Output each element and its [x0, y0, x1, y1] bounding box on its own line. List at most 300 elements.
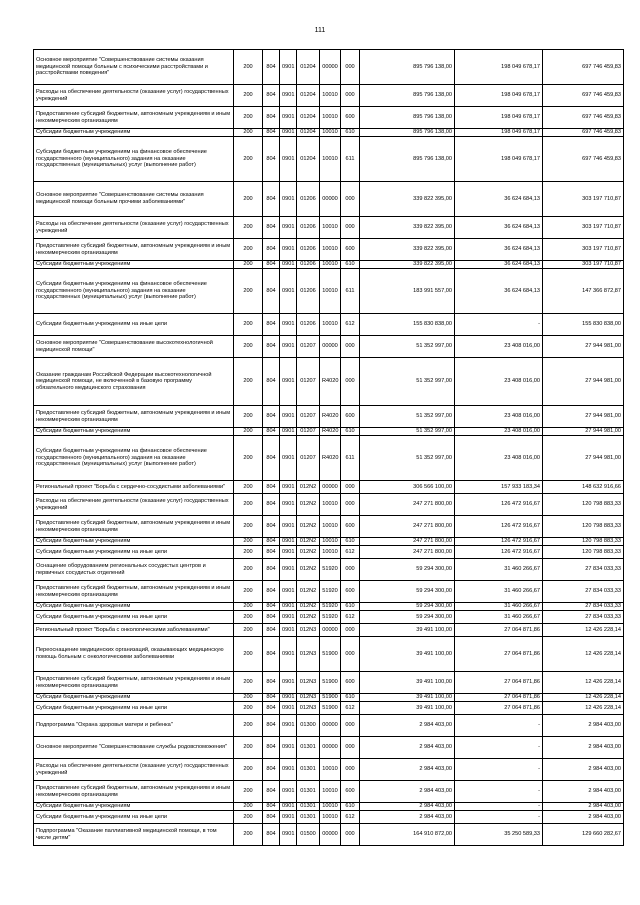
program-code: 012N2	[297, 516, 320, 538]
expense-type-code: 600	[341, 239, 360, 261]
row-name: Предоставление субсидий бюджетным, автономным учреждениям и иным некоммерческим организациям	[34, 239, 234, 261]
admin-code: 200	[234, 624, 263, 637]
amount-approved: 39 491 100,00	[360, 672, 455, 694]
amount-executed: 126 472 916,67	[455, 538, 543, 546]
amount-remaining: 27 944 981,00	[543, 336, 624, 358]
table-row	[34, 581, 624, 603]
section-code: 804	[263, 494, 280, 516]
direction-code: R4020	[320, 428, 341, 436]
expense-type-code: 610	[341, 538, 360, 546]
amount-executed: 126 472 916,67	[455, 546, 543, 559]
amount-approved: 39 491 100,00	[360, 624, 455, 637]
amount-approved: 51 352 997,00	[360, 336, 455, 358]
admin-code: 200	[234, 137, 263, 182]
row-name: Переоснащение медицинских организаций, оказывающих медицинскую помощь больным с онкологическими заболеваниями	[34, 637, 234, 672]
amount-approved: 183 991 557,00	[360, 269, 455, 314]
table-row	[34, 50, 624, 85]
amount-remaining: 697 746 459,83	[543, 137, 624, 182]
row-name: Субсидии бюджетным учреждениям на иные цели	[34, 811, 234, 824]
expense-type-code: 000	[341, 85, 360, 107]
row-name: Расходы на обеспечение деятельности (оказание услуг) государственных учреждений	[34, 759, 234, 781]
amount-executed: -	[455, 781, 543, 803]
section-code: 804	[263, 436, 280, 481]
amount-executed: 31 460 266,67	[455, 581, 543, 603]
row-name: Субсидии бюджетным учреждениям на иные цели	[34, 611, 234, 624]
table-row	[34, 85, 624, 107]
admin-code: 200	[234, 811, 263, 824]
admin-code: 200	[234, 358, 263, 406]
amount-approved: 51 352 997,00	[360, 428, 455, 436]
subsection-code: 0901	[280, 261, 297, 269]
section-code: 804	[263, 137, 280, 182]
amount-approved: 895 796 138,00	[360, 129, 455, 137]
row-name: Субсидии бюджетным учреждениям	[34, 261, 234, 269]
subsection-code: 0901	[280, 811, 297, 824]
amount-remaining: 2 984 403,00	[543, 811, 624, 824]
amount-approved: 895 796 138,00	[360, 107, 455, 129]
direction-code: 51920	[320, 603, 341, 611]
amount-executed: 36 624 684,13	[455, 269, 543, 314]
subsection-code: 0901	[280, 702, 297, 715]
amount-approved: 247 271 800,00	[360, 494, 455, 516]
program-code: 01301	[297, 781, 320, 803]
program-code: 012N2	[297, 611, 320, 624]
row-name: Оснащение оборудованием региональных сосудистых центров и первичных сосудистых отделений	[34, 559, 234, 581]
amount-remaining: 27 834 033,33	[543, 559, 624, 581]
row-name: Предоставление субсидий бюджетным, автономным учреждениям и иным некоммерческим организациям	[34, 107, 234, 129]
amount-remaining: 27 944 981,00	[543, 406, 624, 428]
admin-code: 200	[234, 217, 263, 239]
row-name: Предоставление субсидий бюджетным, автономным учреждениям и иным некоммерческим организациям	[34, 672, 234, 694]
direction-code: 51920	[320, 559, 341, 581]
amount-executed: 27 064 871,86	[455, 702, 543, 715]
program-code: 012N2	[297, 494, 320, 516]
subsection-code: 0901	[280, 715, 297, 737]
amount-remaining: 303 197 710,87	[543, 182, 624, 217]
direction-code: 10010	[320, 811, 341, 824]
expense-type-code: 612	[341, 811, 360, 824]
admin-code: 200	[234, 603, 263, 611]
admin-code: 200	[234, 336, 263, 358]
row-name: Предоставление субсидий бюджетным, автономным учреждениям и иным некоммерческим организациям	[34, 581, 234, 603]
program-code: 01204	[297, 129, 320, 137]
program-code: 01204	[297, 137, 320, 182]
section-code: 804	[263, 336, 280, 358]
section-code: 804	[263, 803, 280, 811]
program-code: 01207	[297, 436, 320, 481]
amount-approved: 39 491 100,00	[360, 702, 455, 715]
amount-approved: 2 984 403,00	[360, 737, 455, 759]
amount-executed: -	[455, 715, 543, 737]
expense-type-code: 000	[341, 481, 360, 494]
program-code: 01207	[297, 358, 320, 406]
row-name: Основное мероприятие "Совершенствование системы оказания медицинской помощи больным с психическими расстройствами и расстройствами поведения"	[34, 50, 234, 85]
amount-remaining: 129 660 282,67	[543, 824, 624, 846]
amount-remaining: 697 746 459,83	[543, 129, 624, 137]
program-code: 012N2	[297, 559, 320, 581]
program-code: 01207	[297, 406, 320, 428]
subsection-code: 0901	[280, 538, 297, 546]
amount-remaining: 120 798 883,33	[543, 538, 624, 546]
amount-executed: -	[455, 737, 543, 759]
admin-code: 200	[234, 436, 263, 481]
section-code: 804	[263, 50, 280, 85]
table-row	[34, 637, 624, 672]
subsection-code: 0901	[280, 107, 297, 129]
amount-approved: 339 822 395,00	[360, 261, 455, 269]
expense-type-code: 000	[341, 637, 360, 672]
program-code: 01206	[297, 239, 320, 261]
subsection-code: 0901	[280, 603, 297, 611]
table-row	[34, 715, 624, 737]
table-row	[34, 428, 624, 436]
admin-code: 200	[234, 737, 263, 759]
section-code: 804	[263, 239, 280, 261]
direction-code: 10010	[320, 538, 341, 546]
amount-approved: 895 796 138,00	[360, 85, 455, 107]
admin-code: 200	[234, 546, 263, 559]
direction-code: 51900	[320, 694, 341, 702]
expense-type-code: 000	[341, 624, 360, 637]
admin-code: 200	[234, 494, 263, 516]
expense-type-code: 612	[341, 546, 360, 559]
amount-executed: 198 049 678,17	[455, 85, 543, 107]
section-code: 804	[263, 603, 280, 611]
program-code: 01206	[297, 261, 320, 269]
amount-remaining: 2 984 403,00	[543, 803, 624, 811]
row-name: Субсидии бюджетным учреждениям на иные цели	[34, 702, 234, 715]
subsection-code: 0901	[280, 672, 297, 694]
direction-code: 00000	[320, 481, 341, 494]
section-code: 804	[263, 481, 280, 494]
amount-approved: 155 830 838,00	[360, 314, 455, 336]
subsection-code: 0901	[280, 559, 297, 581]
subsection-code: 0901	[280, 624, 297, 637]
direction-code: 10010	[320, 107, 341, 129]
expense-type-code: 610	[341, 261, 360, 269]
subsection-code: 0901	[280, 494, 297, 516]
row-name: Региональный проект "Борьба с онкологическими заболеваниями"	[34, 624, 234, 637]
amount-approved: 247 271 800,00	[360, 538, 455, 546]
admin-code: 200	[234, 611, 263, 624]
direction-code: 00000	[320, 824, 341, 846]
budget-table	[33, 49, 624, 846]
amount-executed: 198 049 678,17	[455, 107, 543, 129]
amount-remaining: 697 746 459,83	[543, 50, 624, 85]
subsection-code: 0901	[280, 137, 297, 182]
amount-executed: 27 064 871,86	[455, 624, 543, 637]
amount-executed: 27 064 871,86	[455, 672, 543, 694]
admin-code: 200	[234, 803, 263, 811]
amount-remaining: 12 426 228,14	[543, 694, 624, 702]
row-name: Подпрограмма "Охрана здоровья матери и ребенка"	[34, 715, 234, 737]
section-code: 804	[263, 715, 280, 737]
direction-code: 10010	[320, 314, 341, 336]
row-name: Предоставление субсидий бюджетным, автономным учреждениям и иным некоммерческим организациям	[34, 516, 234, 538]
direction-code: 00000	[320, 336, 341, 358]
program-code: 01204	[297, 107, 320, 129]
amount-executed: -	[455, 811, 543, 824]
section-code: 804	[263, 182, 280, 217]
row-name: Расходы на обеспечение деятельности (оказание услуг) государственных учреждений	[34, 217, 234, 239]
program-code: 01207	[297, 428, 320, 436]
amount-remaining: 2 984 403,00	[543, 737, 624, 759]
table-row	[34, 436, 624, 481]
section-code: 804	[263, 107, 280, 129]
subsection-code: 0901	[280, 546, 297, 559]
program-code: 012N2	[297, 581, 320, 603]
program-code: 012N2	[297, 603, 320, 611]
admin-code: 200	[234, 637, 263, 672]
table-row	[34, 559, 624, 581]
direction-code: R4020	[320, 436, 341, 481]
direction-code: 51900	[320, 637, 341, 672]
amount-remaining: 27 944 981,00	[543, 436, 624, 481]
amount-approved: 895 796 138,00	[360, 137, 455, 182]
admin-code: 200	[234, 538, 263, 546]
amount-approved: 247 271 800,00	[360, 516, 455, 538]
direction-code: 10010	[320, 239, 341, 261]
section-code: 804	[263, 781, 280, 803]
direction-code: 10010	[320, 129, 341, 137]
table-row	[34, 702, 624, 715]
subsection-code: 0901	[280, 516, 297, 538]
program-code: 01206	[297, 182, 320, 217]
direction-code: 10010	[320, 516, 341, 538]
amount-approved: 59 294 300,00	[360, 611, 455, 624]
amount-approved: 306 566 100,00	[360, 481, 455, 494]
amount-remaining: 303 197 710,87	[543, 239, 624, 261]
program-code: 01207	[297, 336, 320, 358]
amount-remaining: 697 746 459,83	[543, 107, 624, 129]
amount-approved: 51 352 997,00	[360, 358, 455, 406]
table-row	[34, 261, 624, 269]
table-row	[34, 406, 624, 428]
direction-code: 00000	[320, 737, 341, 759]
direction-code: 51920	[320, 611, 341, 624]
program-code: 01301	[297, 759, 320, 781]
row-name: Субсидии бюджетным учреждениям на иные цели	[34, 546, 234, 559]
section-code: 804	[263, 624, 280, 637]
subsection-code: 0901	[280, 428, 297, 436]
table-row	[34, 494, 624, 516]
admin-code: 200	[234, 715, 263, 737]
amount-executed: 35 250 589,33	[455, 824, 543, 846]
row-name: Субсидии бюджетным учреждениям	[34, 129, 234, 137]
subsection-code: 0901	[280, 336, 297, 358]
row-name: Субсидии бюджетным учреждениям на иные цели	[34, 314, 234, 336]
expense-type-code: 612	[341, 702, 360, 715]
program-code: 01300	[297, 715, 320, 737]
admin-code: 200	[234, 481, 263, 494]
amount-approved: 2 984 403,00	[360, 759, 455, 781]
amount-approved: 59 294 300,00	[360, 581, 455, 603]
amount-remaining: 147 366 872,87	[543, 269, 624, 314]
subsection-code: 0901	[280, 239, 297, 261]
admin-code: 200	[234, 672, 263, 694]
row-name: Основное мероприятие "Совершенствование высокотехнологичной медицинской помощи"	[34, 336, 234, 358]
amount-remaining: 155 830 838,00	[543, 314, 624, 336]
expense-type-code: 600	[341, 581, 360, 603]
subsection-code: 0901	[280, 611, 297, 624]
expense-type-code: 000	[341, 715, 360, 737]
table-row	[34, 269, 624, 314]
section-code: 804	[263, 672, 280, 694]
table-row	[34, 239, 624, 261]
section-code: 804	[263, 129, 280, 137]
admin-code: 200	[234, 85, 263, 107]
expense-type-code: 612	[341, 611, 360, 624]
expense-type-code: 610	[341, 129, 360, 137]
row-name: Субсидии бюджетным учреждениям	[34, 603, 234, 611]
admin-code: 200	[234, 182, 263, 217]
amount-executed: 23 408 016,00	[455, 428, 543, 436]
table-row	[34, 803, 624, 811]
table-row	[34, 358, 624, 406]
amount-remaining: 12 426 228,14	[543, 637, 624, 672]
direction-code: 00000	[320, 715, 341, 737]
amount-remaining: 2 984 403,00	[543, 781, 624, 803]
table-row	[34, 217, 624, 239]
direction-code: 51900	[320, 672, 341, 694]
section-code: 804	[263, 538, 280, 546]
row-name: Субсидии бюджетным учреждениям	[34, 803, 234, 811]
expense-type-code: 611	[341, 137, 360, 182]
direction-code: 51900	[320, 702, 341, 715]
program-code: 01206	[297, 217, 320, 239]
amount-remaining: 120 798 883,33	[543, 516, 624, 538]
amount-remaining: 27 834 033,33	[543, 611, 624, 624]
amount-approved: 51 352 997,00	[360, 406, 455, 428]
expense-type-code: 000	[341, 559, 360, 581]
amount-remaining: 27 944 981,00	[543, 428, 624, 436]
expense-type-code: 610	[341, 694, 360, 702]
amount-executed: 36 624 684,13	[455, 182, 543, 217]
subsection-code: 0901	[280, 803, 297, 811]
amount-executed: 198 049 678,17	[455, 129, 543, 137]
amount-approved: 2 984 403,00	[360, 811, 455, 824]
section-code: 804	[263, 824, 280, 846]
expense-type-code: 611	[341, 269, 360, 314]
amount-approved: 2 984 403,00	[360, 781, 455, 803]
amount-remaining: 303 197 710,87	[543, 261, 624, 269]
row-name: Субсидии бюджетным учреждениям на финансовое обеспечение государственного (муниципального) задания на оказание государственных (муниципальных) услуг (выполнение работ)	[34, 436, 234, 481]
amount-approved: 339 822 395,00	[360, 239, 455, 261]
section-code: 804	[263, 559, 280, 581]
section-code: 804	[263, 694, 280, 702]
table-row	[34, 737, 624, 759]
program-code: 01301	[297, 811, 320, 824]
table-row	[34, 611, 624, 624]
expense-type-code: 000	[341, 737, 360, 759]
admin-code: 200	[234, 824, 263, 846]
table-row	[34, 546, 624, 559]
row-name: Предоставление субсидий бюджетным, автономным учреждениям и иным некоммерческим организациям	[34, 406, 234, 428]
admin-code: 200	[234, 314, 263, 336]
table-row	[34, 672, 624, 694]
admin-code: 200	[234, 516, 263, 538]
subsection-code: 0901	[280, 182, 297, 217]
table-row	[34, 759, 624, 781]
subsection-code: 0901	[280, 217, 297, 239]
admin-code: 200	[234, 406, 263, 428]
table-row	[34, 481, 624, 494]
expense-type-code: 000	[341, 358, 360, 406]
section-code: 804	[263, 702, 280, 715]
amount-executed: 31 460 266,67	[455, 603, 543, 611]
expense-type-code: 610	[341, 428, 360, 436]
amount-remaining: 27 834 033,33	[543, 581, 624, 603]
amount-approved: 2 984 403,00	[360, 803, 455, 811]
subsection-code: 0901	[280, 85, 297, 107]
subsection-code: 0901	[280, 737, 297, 759]
expense-type-code: 000	[341, 336, 360, 358]
section-code: 804	[263, 269, 280, 314]
row-name: Расходы на обеспечение деятельности (оказание услуг) государственных учреждений	[34, 494, 234, 516]
amount-executed: 126 472 916,67	[455, 494, 543, 516]
admin-code: 200	[234, 269, 263, 314]
row-name: Основное мероприятие "Совершенствование системы оказания медицинской помощи больным прочими заболеваниями"	[34, 182, 234, 217]
table-row	[34, 107, 624, 129]
subsection-code: 0901	[280, 694, 297, 702]
expense-type-code: 610	[341, 603, 360, 611]
table-row	[34, 336, 624, 358]
admin-code: 200	[234, 239, 263, 261]
subsection-code: 0901	[280, 481, 297, 494]
table-row	[34, 824, 624, 846]
amount-executed: -	[455, 759, 543, 781]
table-row	[34, 538, 624, 546]
row-name: Оказание гражданам Российской Федерации высокотехнологичной медицинской помощи, не включенной в базовую программу обязательного медицинского страхования	[34, 358, 234, 406]
direction-code: 10010	[320, 261, 341, 269]
program-code: 01204	[297, 50, 320, 85]
amount-approved: 51 352 997,00	[360, 436, 455, 481]
amount-remaining: 2 984 403,00	[543, 715, 624, 737]
table-row	[34, 781, 624, 803]
program-code: 012N2	[297, 546, 320, 559]
direction-code: 00000	[320, 624, 341, 637]
admin-code: 200	[234, 107, 263, 129]
section-code: 804	[263, 217, 280, 239]
expense-type-code: 000	[341, 824, 360, 846]
amount-executed: 36 624 684,13	[455, 217, 543, 239]
row-name: Субсидии бюджетным учреждениям на финансовое обеспечение государственного (муниципального) задания на оказание государственных (муниципальных) услуг (выполнение работ)	[34, 269, 234, 314]
direction-code: 10010	[320, 137, 341, 182]
section-code: 804	[263, 759, 280, 781]
amount-executed: 198 049 678,17	[455, 137, 543, 182]
subsection-code: 0901	[280, 781, 297, 803]
amount-remaining: 148 632 916,66	[543, 481, 624, 494]
direction-code: 10010	[320, 269, 341, 314]
direction-code: 10010	[320, 494, 341, 516]
admin-code: 200	[234, 759, 263, 781]
section-code: 804	[263, 85, 280, 107]
expense-type-code: 600	[341, 406, 360, 428]
table-row	[34, 624, 624, 637]
amount-remaining: 12 426 228,14	[543, 672, 624, 694]
row-name: Субсидии бюджетным учреждениям на финансовое обеспечение государственного (муниципального) задания на оказание государственных (муниципальных) услуг (выполнение работ)	[34, 137, 234, 182]
subsection-code: 0901	[280, 50, 297, 85]
amount-remaining: 120 798 883,33	[543, 546, 624, 559]
amount-approved: 2 984 403,00	[360, 715, 455, 737]
program-code: 01500	[297, 824, 320, 846]
admin-code: 200	[234, 581, 263, 603]
program-code: 01206	[297, 314, 320, 336]
subsection-code: 0901	[280, 581, 297, 603]
section-code: 804	[263, 428, 280, 436]
amount-executed: 31 460 266,67	[455, 559, 543, 581]
amount-executed: 31 460 266,67	[455, 611, 543, 624]
